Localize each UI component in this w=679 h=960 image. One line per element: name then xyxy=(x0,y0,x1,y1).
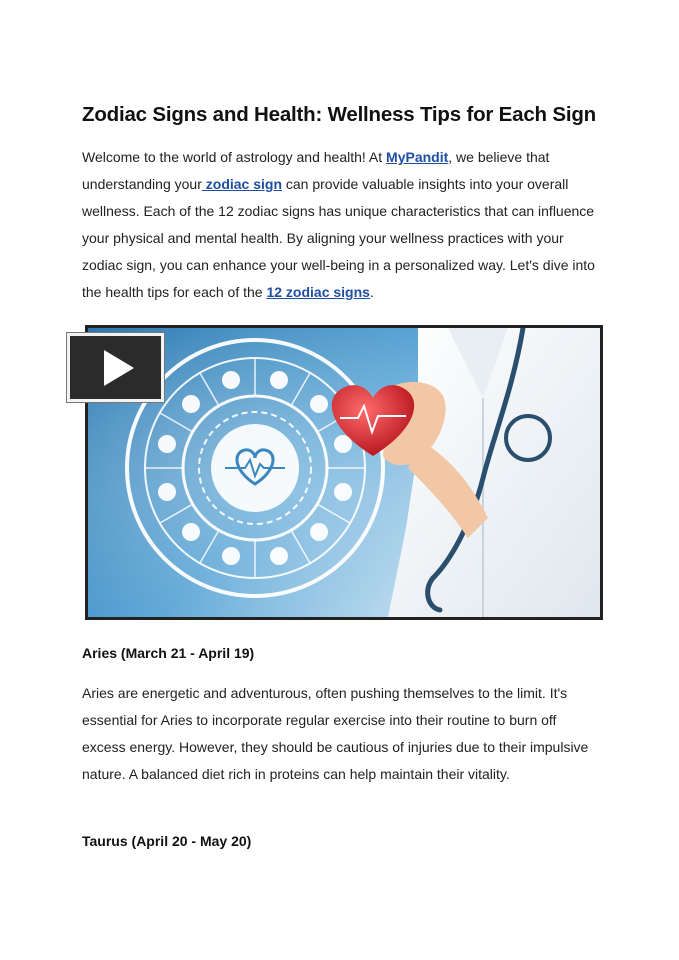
zodiac-sign-link[interactable]: zodiac sign xyxy=(201,176,282,192)
zodiac-wheel-icon xyxy=(127,340,383,596)
intro-paragraph xyxy=(82,144,602,306)
section-heading-taurus: Taurus (April 20 - May 20) xyxy=(82,833,252,849)
section-heading-aries: Aries (March 21 - April 19) xyxy=(82,645,255,661)
intro-text-2: , we believe that understanding your xyxy=(82,149,550,192)
play-button[interactable] xyxy=(67,333,164,402)
intro-text-1: Welcome to the world of astrology and health! At xyxy=(82,149,387,165)
page-title: Zodiac Signs and Health: Wellness Tips for Each Sign xyxy=(82,103,596,126)
intro-text-3: can provide valuable insights into your overall wellness. Each of the 12 zodiac signs has unique characteristics that can influence your physical and mental health. By aligning your wellness practices with your zodiac sign, you can enhance your well-being in a personalized way. Let's dive into the health tips for each of the xyxy=(82,176,595,300)
twelve-zodiac-signs-link[interactable]: 12 zodiac signs xyxy=(266,284,370,300)
section-body-aries: Aries are energetic and adventurous, often pushing themselves to the limit. It's essential for Aries to incorporate regular exercise into their routine to burn off excess energy. However, they should be cautious of injuries due to their impulsive nature. A balanced diet rich in proteins can help maintain their vitality. xyxy=(82,685,589,782)
intro-text-4: . xyxy=(369,284,374,300)
mypandit-link[interactable]: MyPandit xyxy=(386,149,449,165)
zodiac-health-illustration xyxy=(88,328,600,617)
play-icon xyxy=(92,344,140,392)
